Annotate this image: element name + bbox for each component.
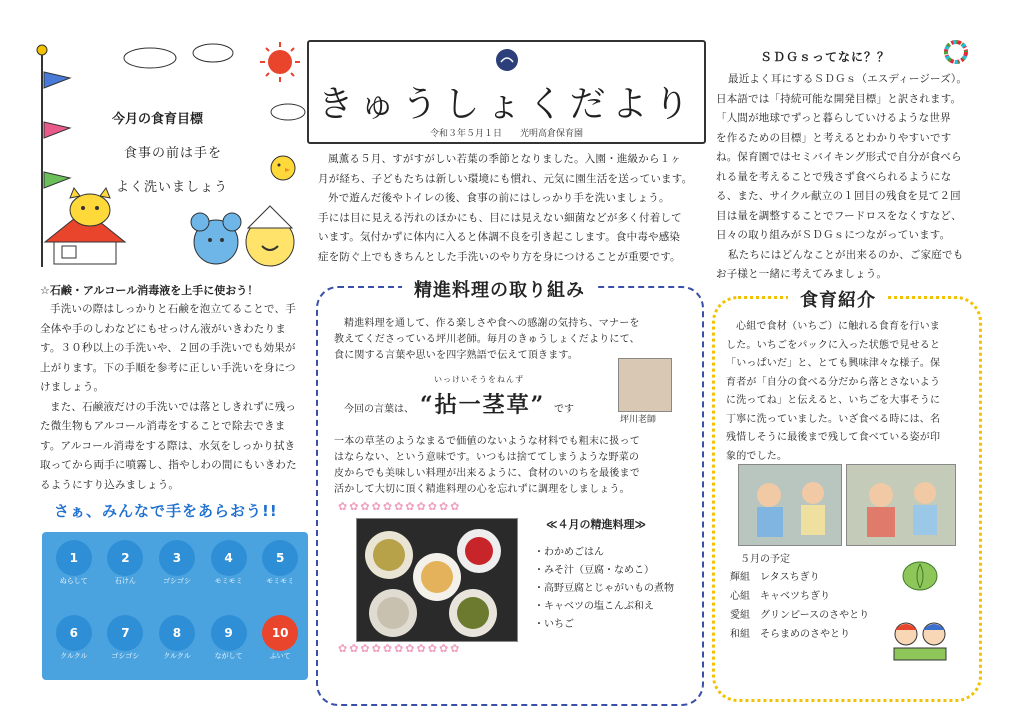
sdgs-line: 目は量を調整することでフードロスをなくすなど、 bbox=[716, 209, 962, 222]
shojin-text-2 bbox=[334, 434, 688, 498]
schedule-row: 和組 そらまめのさやとり bbox=[730, 629, 850, 640]
schedule-list bbox=[730, 568, 900, 644]
intro-line: 外で遊んだ後やトイレの後、食事の前にはしっかり手を洗いましょう。 bbox=[328, 192, 670, 204]
goal-line-2: よく洗いましょう bbox=[116, 180, 229, 195]
sdgs-line: 私たちにはどんなことが出来るのか、ご家庭でも bbox=[728, 248, 964, 261]
cat-house-illustration bbox=[40, 182, 130, 266]
shokuiku-line: 残惜しそうに最後まで残して食べている姿が印 bbox=[726, 432, 941, 443]
flower-border: ✿✿✿✿✿✿✿✿✿✿✿ bbox=[338, 642, 462, 655]
intro-line: 症を防ぐ上でもきちんとした手洗いのやり方を身につけることが重要です。 bbox=[318, 250, 681, 263]
school-logo-icon bbox=[495, 48, 519, 72]
goal-line-1: 食事の前は手を bbox=[124, 146, 223, 161]
soap-line: けましょう。 bbox=[40, 381, 105, 393]
menu-item: ・わかめごはん bbox=[534, 547, 604, 558]
cloud-icon bbox=[268, 100, 308, 122]
sdgs-line: を作るための目標」と考えるとわかりやすいです bbox=[716, 131, 952, 144]
shojin-line: 一本の草茎のようなまるで価値のないような材料でも粗末に扱って bbox=[334, 436, 640, 447]
sdgs-line: ね。保育園ではセミバイキング形式で自分が食べら bbox=[716, 151, 962, 163]
sdgs-line: お子様と一緒に考えてみましょう。 bbox=[716, 268, 888, 280]
handwash-steps bbox=[48, 540, 306, 680]
sdgs-title: ＳＤＧｓってなに？？ bbox=[760, 50, 891, 64]
title-box bbox=[307, 40, 706, 144]
handwash-banner: さぁ、みんなで手をあらおう!! bbox=[54, 502, 278, 520]
handwash-step: 9 ながして bbox=[211, 615, 247, 680]
shojin-line: 皮からでも美味しい料理が出来るように、食材のいのちを最後まで bbox=[334, 468, 640, 479]
shojin-line: 教えてくださっている坪川老師。毎月のきゅうしょくだよりにて、 bbox=[334, 334, 640, 345]
shokuiku-line: 象的でした。 bbox=[726, 450, 788, 462]
shojin-line: 精進料理を通して、作る楽しさや食への感謝の気持ち、マナーを bbox=[344, 318, 640, 329]
intro-text bbox=[318, 150, 708, 267]
cabbage-icon bbox=[900, 558, 940, 592]
soap-line: また、石鹸液だけの手洗いでは落としきれずに残っ bbox=[50, 400, 297, 413]
schedule-row: 輝組 レタスちぎり bbox=[730, 572, 820, 583]
soap-line: た微生物もアルコール消毒をすることで除去できま bbox=[40, 420, 286, 432]
soap-line: 取ってから両手に噴霧し、指やしわの間にもいきわた bbox=[40, 459, 297, 471]
soap-line: す。アルコール消毒をする際は、水気をしっかり拭き bbox=[40, 439, 296, 452]
menu-item: ・みそ汁（豆腐・なめこ） bbox=[534, 565, 654, 576]
menu-list bbox=[534, 544, 694, 634]
menu-item: ・いちご bbox=[534, 619, 574, 630]
sdgs-line: 最近よく耳にするＳＤＧｓ（エスディージーズ）。 bbox=[728, 73, 968, 85]
chick-icon bbox=[268, 150, 298, 182]
page-title: きゅうしょくだより bbox=[317, 84, 696, 125]
sdgs-line: れる量を考えることで残さず食べられるようにな bbox=[716, 170, 952, 183]
goal-label: 今月の食育目標 bbox=[112, 112, 204, 127]
flower-border: ✿✿✿✿✿✿✿✿✿✿✿ bbox=[338, 500, 462, 513]
handwash-step: 6 クルクル bbox=[56, 615, 92, 680]
cooking-kids-icon bbox=[888, 616, 952, 664]
shojin-line: 活かして大切に頂く精進料理の心を忘れずに調理をしましょう。 bbox=[334, 484, 630, 495]
menu-item: ・高野豆腐とじゃがいもの煮物 bbox=[534, 583, 674, 594]
sun-icon bbox=[258, 40, 302, 84]
intro-line: 風薫る５月、すがすがしい若葉の季節となりました。入園・進級から１ヶ bbox=[328, 153, 682, 165]
shokuiku-line: した。いちごをパックに入った状態で見せると bbox=[726, 339, 941, 351]
shojin-line: 食に関する言葉や思いを四字熟語で伝えて頂きます。 bbox=[334, 350, 578, 361]
shokuiku-line: 心組で食材（いちご）に触れる食育を行いま bbox=[736, 321, 940, 332]
cloud-icon bbox=[190, 40, 236, 64]
shokuiku-line: 育者が「自分の食べる分だから落とさないよう bbox=[726, 376, 941, 388]
soap-line: 上がります。下の手順を参考に正しい手洗いを身につ bbox=[40, 361, 296, 374]
cloud-icon bbox=[120, 42, 180, 70]
handwash-step: 10 ふいて bbox=[262, 615, 298, 680]
intro-line: います。気付かずに体内に入ると体調不良を引き起こします。食中毒や感染 bbox=[318, 231, 681, 243]
shokuiku-text bbox=[726, 318, 972, 466]
handwash-step: 4 モミモミ bbox=[211, 540, 247, 605]
schedule-row: 愛組 グリンピースのさやとり bbox=[730, 610, 870, 621]
handwash-step: 3 ゴシゴシ bbox=[159, 540, 195, 605]
intro-line: 手には目に見える汚れのほかにも、目には見えない細菌などが多く付着して bbox=[318, 211, 682, 224]
shokuiku-line: 丁寧に洗っていました。いざ食べる時には、名 bbox=[726, 413, 941, 425]
word-ruby: いっけいそうをねんず bbox=[434, 375, 524, 384]
handwash-step: 2 石けん bbox=[107, 540, 143, 605]
sdgs-text bbox=[716, 70, 984, 285]
soap-line: 手洗いの際はしっかりと石鹸を泡立てることで、手 bbox=[50, 303, 296, 315]
menu-item: ・キャベツの塩こんぶ和え bbox=[534, 601, 654, 612]
handwash-step: 5 モミモミ bbox=[262, 540, 298, 605]
shokuiku-line: に洗ってね」と伝えると、いちごを大事そうに bbox=[726, 395, 941, 406]
handwash-step: 8 クルクル bbox=[159, 615, 195, 680]
menu-title: ≪４月の精進料理≫ bbox=[546, 518, 647, 531]
handwash-step: 7 ゴシゴシ bbox=[107, 615, 143, 680]
sdgs-line: 「人間が地球でずっと暮らしていけるような世界 bbox=[716, 112, 951, 124]
children-photo-2 bbox=[846, 464, 956, 546]
shojin-heading: 精進料理の取り組み bbox=[402, 276, 597, 302]
sdgs-line: 日本語では「持続可能な開発目標」と訳されます。 bbox=[716, 92, 962, 105]
handwash-step: 1 ぬらして bbox=[56, 540, 92, 605]
soap-line: るようにすり込みましょう。 bbox=[40, 478, 180, 491]
soap-line: す。３０秒以上の手洗いや、２回の手洗いでも効果が bbox=[40, 342, 296, 354]
word-prefix: 今回の言葉は、 bbox=[344, 404, 414, 415]
teacher-photo bbox=[618, 358, 672, 412]
sdgs-wheel-icon bbox=[944, 40, 968, 64]
soap-line: 全体や手のしわなどにもせっけん液がいきわたりま bbox=[40, 322, 286, 335]
shojin-line: はならない、という意味です。いつもは捨ててしまうような野菜の bbox=[334, 452, 640, 463]
schedule-title: ５月の予定 bbox=[740, 554, 790, 565]
schedule-row: 心組 キャベツちぎり bbox=[730, 591, 830, 602]
intro-line: 月が経ち、子どもたちは新しい環境にも慣れ、元気に園生活を送っています。 bbox=[318, 172, 693, 185]
shokuiku-heading: 食育紹介 bbox=[788, 286, 888, 312]
shojin-meal-photo bbox=[356, 518, 518, 642]
soap-text bbox=[40, 300, 312, 495]
shojin-text bbox=[334, 316, 686, 364]
word-of-month: “拈一茎草” bbox=[420, 392, 546, 418]
word-suffix: です bbox=[554, 404, 574, 415]
mascot-characters bbox=[186, 198, 302, 270]
children-photo-1 bbox=[738, 464, 842, 546]
date-org: 令和３年５月１日 光明高倉保育園 bbox=[429, 129, 583, 139]
sdgs-line: 日々の取り組みがＳＤＧｓにつながっています。 bbox=[716, 229, 951, 241]
soap-title: ☆石鹸・アルコール消毒液を上手に使おう！ bbox=[40, 284, 259, 297]
teacher-name: 坪川老師 bbox=[620, 415, 657, 425]
sdgs-line: る、また、サイクル献立の１回目の残食を見て２回 bbox=[716, 190, 961, 202]
shokuiku-line: 「いっぱいだ」と、とても興味津々な様子。保 bbox=[726, 358, 941, 369]
